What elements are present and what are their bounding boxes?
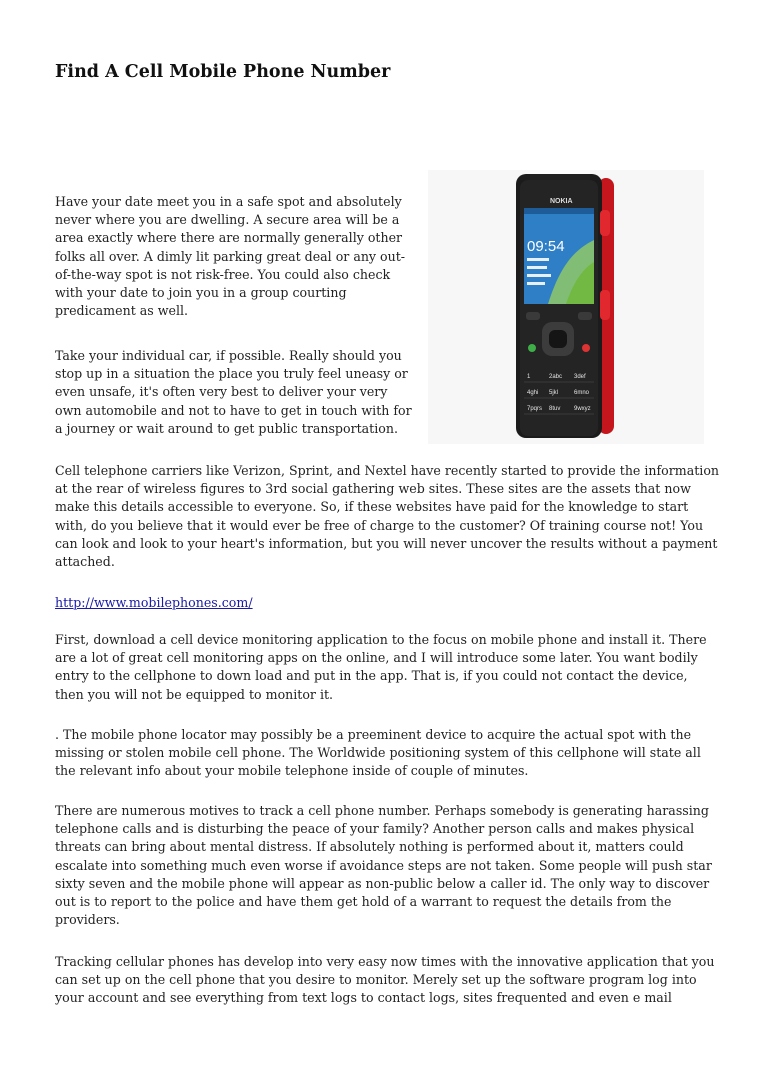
phone-key-5: 5jkl [549, 390, 559, 396]
mobilephones-link[interactable]: http://www.mobilephones.com/ [55, 595, 253, 610]
phone-key-2: 2abc [549, 374, 563, 380]
phone-key-8: 8tuv [549, 406, 561, 412]
phone-key-6: 6mno [574, 390, 590, 396]
phone-key-7: 7pqrs [527, 406, 543, 412]
paragraph-6: There are numerous motives to track a cell phone number. Perhaps somebody is generating harassing telephone calls and is disturbing the peace of your family? Another person calls and makes physical threats can bring about mental distress. If absolutely nothing is performed about it, matters could escalate into something much even worse if avoidance steps are not taken. Some people will push star sixty seven and the mobile phone will appear as non-public below a caller id. The only way to discover out is to report to the police and have them get hold of a warrant to request the details from the providers. [55, 803, 712, 928]
paragraph-2: Take your individual car, if possible. Really should you stop up in a situation the place you truly feel uneasy or even unsafe, it's often very best to deliver your very own automobile and not to have to get in touch with for a journey or wait around to get public transportation. [55, 348, 412, 436]
paragraph-5: . The mobile phone locator may possibly be a preeminent device to acquire the actual spot with the missing or stolen mobile cell phone. The Worldwide positioning system of this cellphone will state all the relevant info about your mobile telephone inside of couple of minutes. [55, 727, 701, 779]
phone-key-4: 4ghi [527, 390, 539, 396]
page-title: Find A Cell Mobile Phone Number [55, 62, 391, 82]
paragraph-3: Cell telephone carriers like Verizon, Sprint, and Nextel have recently started to provide the information at the rear of wireless figures to 3rd social gathering web sites. These sites are the assets that now make this details accessible to everyone. So, if these websites have paid for the knowledge to start with, do you believe that it would ever be free of charge to the customer? Of training course not! You can look and look to your heart's information, but you will never uncover the results without a payment attached. [55, 463, 720, 570]
phone-key-1: 1 [527, 374, 531, 380]
paragraph-7: Tracking cellular phones has develop into very easy now times with the innovative application that you can set up on the cell phone that you desire to monitor. Merely set up the software program log into your account and see everything from text logs to contact logs, sites frequented and even e mail [55, 954, 715, 1006]
link-paragraph [55, 594, 720, 612]
phone-image [428, 170, 704, 444]
paragraph-4: First, download a cell device monitoring application to the focus on mobile phone and install it. There are a lot of great cell monitoring apps on the online, and I will introduce some later. You want bodily entry to the cellphone to down load and put in the app. That is, if you could not contact the device, then you will not be equipped to monitor it. [55, 632, 707, 702]
phone-key-9: 9wxyz [574, 406, 591, 412]
phone-brand: NOKIA [550, 198, 573, 205]
phone-key-3: 3def [574, 374, 586, 380]
phone-time: 09:54 [527, 238, 565, 255]
paragraph-1: Have your date meet you in a safe spot and absolutely never where you are dwelling. A secure area will be a area exactly where there are normally generally other folks all over. A dimly lit parking great deal or any out-of-the-way spot is not risk-free. You could also check with your date to join you in a group courting predicament as well. [55, 194, 406, 319]
